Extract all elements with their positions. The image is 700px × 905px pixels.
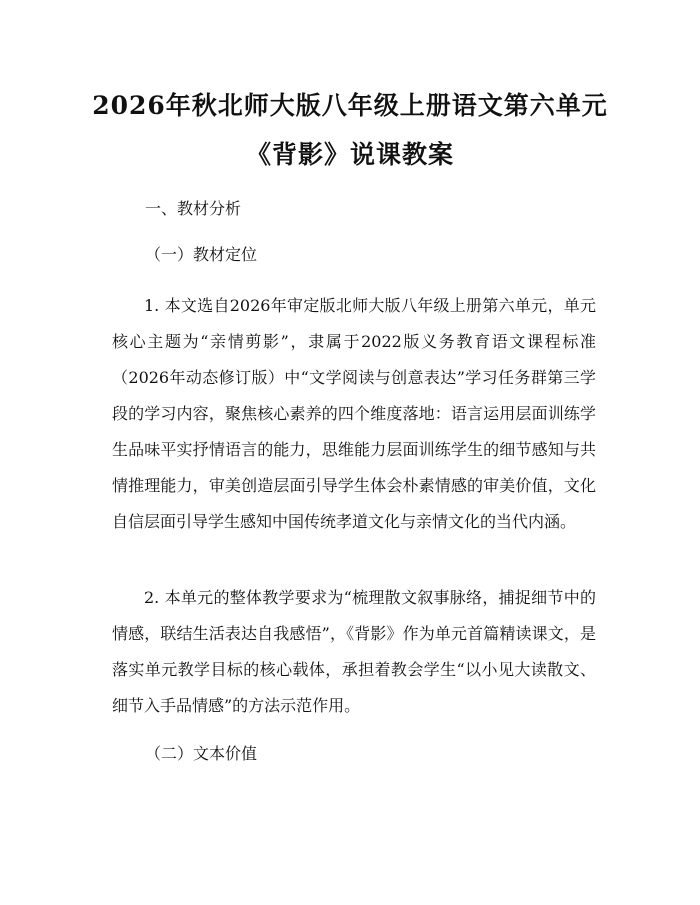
paragraph-2: 2. 本单元的整体教学要求为“梳理散文叙事脉络，捕捉细节中的情感，联结生活表达自我感悟”，《背影》作为单元首篇精读课文，是落实单元教学目标的核心载体，承担着教会学生“以小见大读散文、细节入手品情感”的方法示范作用。 (112, 588, 596, 715)
subsection-heading-material-positioning: （一）教材定位 (145, 245, 258, 264)
section-heading-teaching-material-analysis: 一、教材分析 (145, 199, 242, 218)
paragraph-1: 1. 本文选自2026年审定版北师大版八年级上册第六单元，单元核心主题为“亲情剪影”，隶属于2022版义务教育语文课程标准（2026年动态修订版）中“文学阅读与创意表达”学习任务群第三学段的学习内容，聚焦核心素养的四个维度落地：语言运用层面训练学生品味平实抒情语言的能力，思维能力层面训练学生的细节感知与共情推理能力，审美创造层面引导学生体会朴素情感的审美价值，文化自信层面引导学生感知中国传统孝道文化与亲情文化的当代内涵。 (112, 296, 596, 531)
document-title-line-1: 2026年秋北师大版八年级上册语文第六单元 (92, 91, 608, 120)
subsection-heading-text-value: （二）文本价值 (145, 744, 258, 763)
document-title-line-2: 《背影》说课教案 (245, 140, 454, 169)
